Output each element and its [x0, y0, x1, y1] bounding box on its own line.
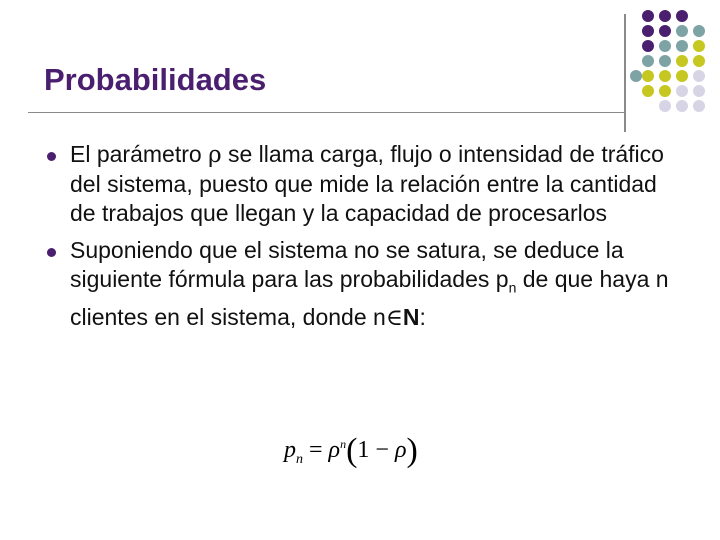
formula-one: 1 — [357, 437, 370, 463]
decor-dot — [676, 55, 688, 67]
element-of-symbol: ∈ — [385, 304, 403, 331]
probability-formula — [284, 432, 418, 470]
decor-dot — [642, 10, 654, 22]
formula-sub-n: n — [296, 451, 303, 467]
decor-dot — [693, 25, 705, 37]
natural-numbers-symbol: N — [402, 303, 420, 330]
formula-close-paren: ) — [406, 432, 418, 469]
decor-dot — [693, 40, 705, 52]
decor-dot — [642, 70, 654, 82]
rho-symbol: ρ — [208, 142, 222, 168]
decorative-dot-grid — [630, 10, 720, 120]
formula-rho: ρ — [328, 437, 341, 463]
decor-dot — [676, 70, 688, 82]
decor-dot — [659, 40, 671, 52]
formula-rho2: ρ — [394, 437, 407, 463]
decor-dot — [676, 100, 688, 112]
decor-dot — [659, 100, 671, 112]
formula-p: p — [284, 437, 296, 463]
bullet-text: Suponiendo que el sistema no se satura, se deduce la siguiente fórmula para las probabilidades p — [70, 237, 624, 292]
decor-dot — [659, 70, 671, 82]
decor-dot — [659, 85, 671, 97]
decor-dot — [659, 10, 671, 22]
bullet-text: se llama carga, flujo o intensidad de tráfico del sistema, puesto que mide la relación entre la cantidad de trabajos que llegan y la capacidad de procesarlos — [70, 141, 664, 226]
decor-dot — [676, 10, 688, 22]
bullet-text: : — [419, 303, 426, 330]
decor-dot — [693, 55, 705, 67]
formula-open-paren: ( — [346, 432, 358, 469]
decor-dot — [659, 25, 671, 37]
bullet-marker — [47, 248, 56, 257]
decor-dot — [693, 100, 705, 112]
decor-dot — [642, 40, 654, 52]
decor-dot — [630, 70, 642, 82]
formula-exponent-n: n — [340, 437, 347, 451]
bullet-text: de que haya n clientes en el sistema, donde n — [70, 266, 669, 330]
slide-body — [42, 140, 682, 341]
horizontal-divider — [28, 112, 626, 113]
bullet-text: El parámetro — [70, 141, 209, 167]
decor-dot — [676, 40, 688, 52]
decor-dot — [676, 85, 688, 97]
formula-equals: = — [309, 437, 323, 463]
decor-dot — [676, 25, 688, 37]
decor-dot — [693, 85, 705, 97]
bullet-marker — [47, 152, 56, 161]
decor-dot — [642, 25, 654, 37]
formula-minus: − — [375, 437, 389, 463]
decor-dot — [693, 70, 705, 82]
bullet-item — [42, 140, 682, 228]
page-title: Probabilidades — [44, 62, 267, 97]
vertical-divider — [624, 14, 626, 132]
bullet-item — [42, 236, 682, 333]
decor-dot — [642, 55, 654, 67]
decor-dot — [642, 85, 654, 97]
decor-dot — [659, 55, 671, 67]
subscript-n: n — [508, 279, 517, 296]
